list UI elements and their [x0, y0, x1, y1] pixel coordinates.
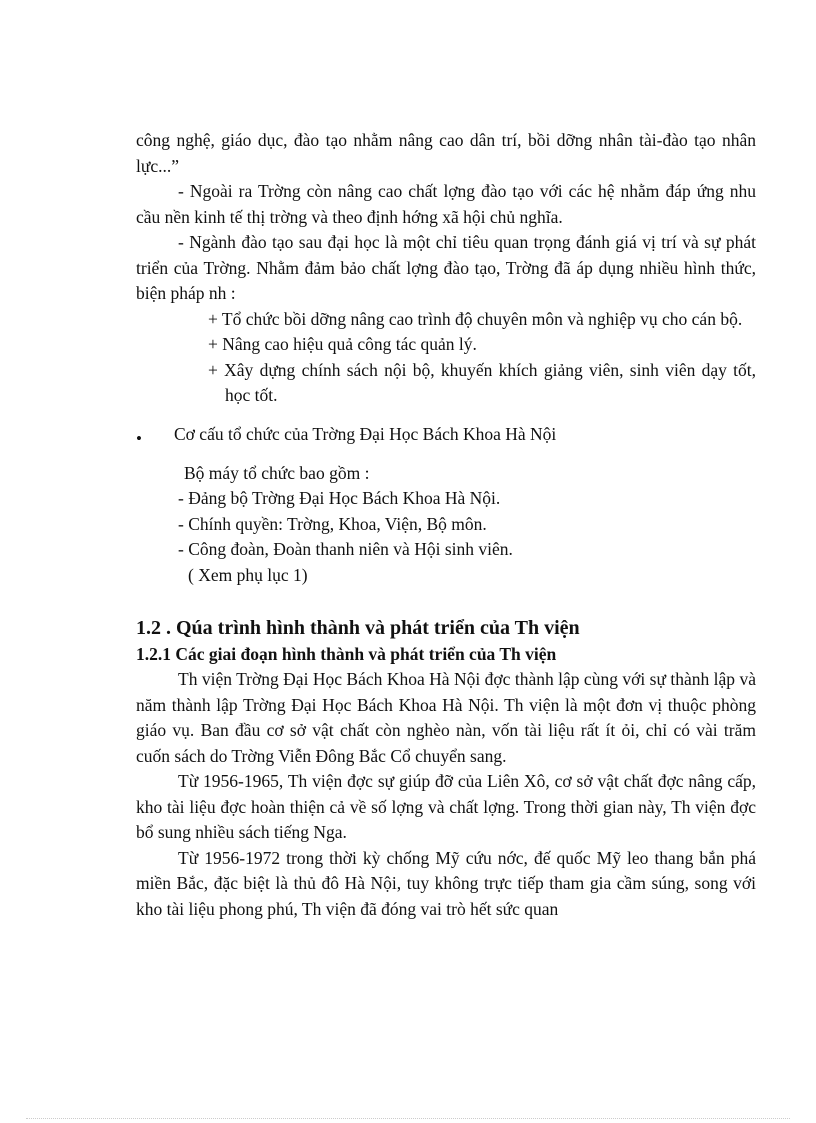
paragraph-training-system: - Ngoài ra Trờng còn nâng cao chất lợng đào tạo với các hệ nhằm đáp ứng nhu cầu nền kinh tế thị trờng và theo định hớng xã hội chủ nghĩa. [136, 181, 756, 227]
subsection-heading: 1.2.1 Các giai đoạn hình thành và phát triển của Th viện [136, 644, 557, 664]
section-heading: 1.2 . Qúa trình hình thành và phát triển của Th viện [136, 617, 580, 639]
paragraph-postgraduate: - Ngành đào tạo sau đại học là một chỉ tiêu quan trọng đánh giá vị trí và sự phát triển của Trờng. Nhằm đảm bảo chất lợng đào tạo, Trờng đã áp dụng nhiều hình thức, biện pháp nh : [136, 232, 756, 303]
paragraph-continuation: công nghệ, giáo dục, đào tạo nhằm nâng cao dân trí, bồi dỡng nhân tài-đào tạo nhân lực...” [136, 130, 756, 176]
paragraph-1956-1965: Từ 1956-1965, Th viện đợc sự giúp đỡ của Liên Xô, cơ sở vật chất đợc nâng cấp, kho tài liệu đợc hoàn thiện cả về số lợng và chất lợng. Trong thời gian này, Th viện đợc bổ sung nhiều sách tiếng Nga. [136, 771, 756, 842]
structure-appendix-note: ( Xem phụ lục 1) [188, 564, 308, 585]
structure-heading: Cơ cấu tổ chức của Trờng Đại Học Bách Khoa Hà Nội [174, 423, 557, 444]
structure-item-union: - Công đoàn, Đoàn thanh niên và Hội sinh viên. [178, 539, 513, 559]
page-bottom-divider [26, 1118, 790, 1119]
plus-item-policy: + Xây dựng chính sách nội bộ, khuyến khích giảng viên, sinh viên dạy tốt, học tốt. [208, 359, 756, 405]
plus-item-management: + Nâng cao hiệu quả công tác quản lý. [208, 334, 477, 354]
page-content [136, 128, 756, 922]
structure-item-government: - Chính quyền: Trờng, Khoa, Viện, Bộ môn. [178, 513, 487, 534]
bullet-icon: • [136, 428, 142, 448]
structure-intro: Bộ máy tổ chức bao gồm : [184, 462, 370, 483]
paragraph-1956-1972: Từ 1956-1972 trong thời kỳ chống Mỹ cứu nớc, đế quốc Mỹ leo thang bắn phá miền Bắc, đặc biệt là thủ đô Hà Nội, tuy không trực tiếp tham gia cầm súng, song với kho tài liệu phong phú, Th viện đã đóng vai trò hết sức quan [136, 847, 756, 919]
plus-item-training: + Tổ chức bồi dỡng nâng cao trình độ chuyên môn và nghiệp vụ cho cán bộ. [208, 308, 743, 329]
structure-item-party: - Đảng bộ Trờng Đại Học Bách Khoa Hà Nội. [178, 488, 501, 508]
structure-bullet-heading [136, 422, 756, 451]
paragraph-founding: Th viện Trờng Đại Học Bách Khoa Hà Nội đợc thành lập cùng với sự thành lập và năm thành lập Trờng Đại Học Bách Khoa Hà Nội. Th viện là một đơn vị thuộc phòng giáo vụ. Ban đầu cơ sở vật chất còn nghèo nàn, vốn tài liệu rất ít ỏi, chỉ có vài trăm cuốn sách do Trờng Viễn Đông Bắc Cổ chuyển sang. [136, 669, 756, 766]
